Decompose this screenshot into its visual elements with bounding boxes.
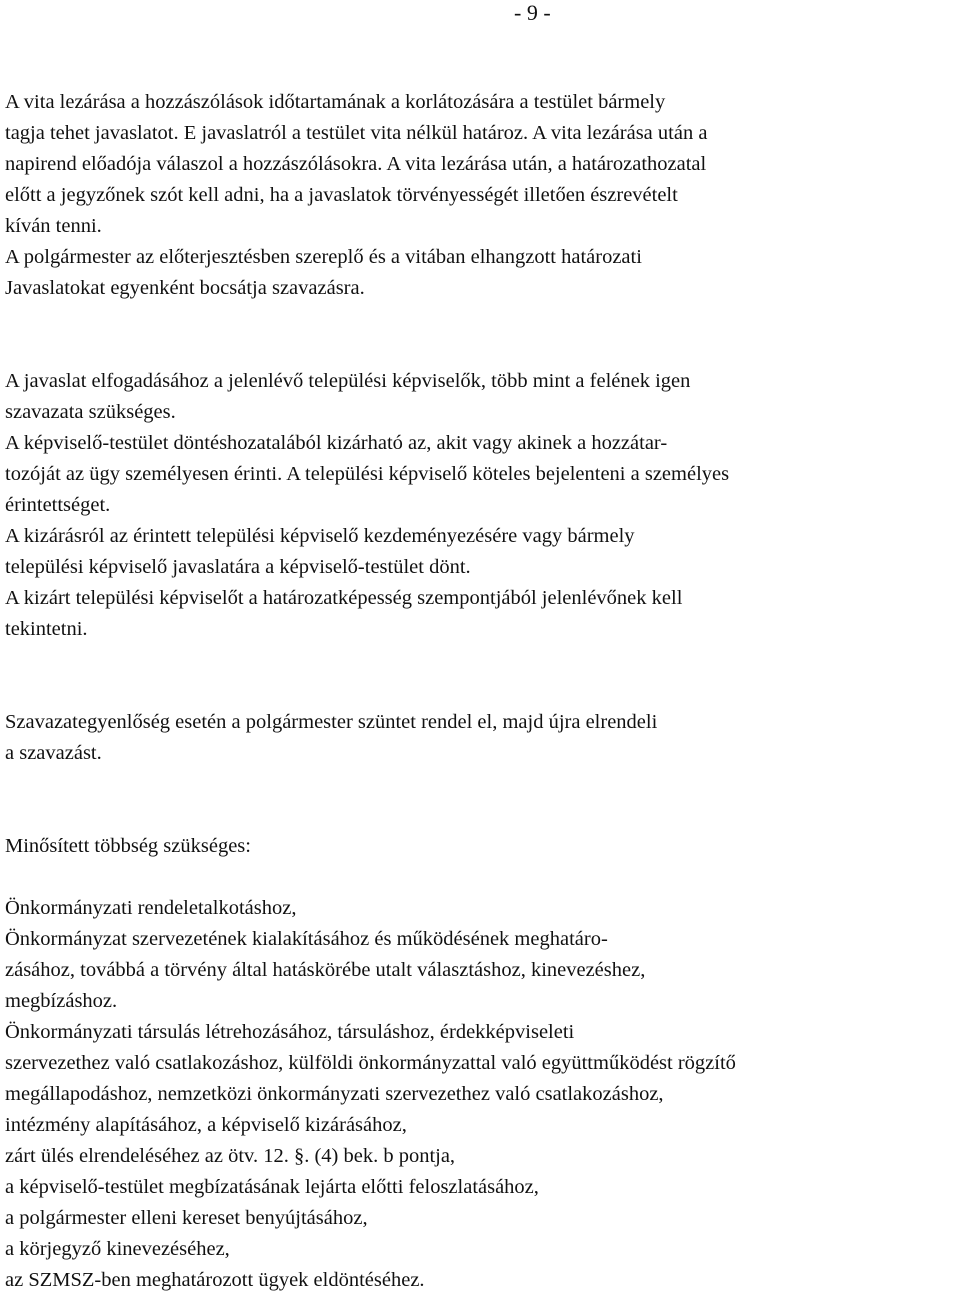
text-line: A vita lezárása a hozzászólások időtartamának a korlátozására a testület bármely [5,91,666,113]
blank-line [5,304,957,335]
text-line: zárt ülés elrendeléséhez az ötv. 12. §. (4) bek. b pontja, [5,1145,456,1167]
blank-line [5,335,957,366]
text-line: tozóját az ügy személyesen érinti. A települési képviselő köteles bejelenteni a személyes [5,463,730,485]
blank-line [5,645,957,676]
text-line: előtt a jegyzőnek szót kell adni, ha a javaslatok törvényességét illetően észrevételt [5,184,678,206]
text-line: napirend előadója válaszol a hozzászólásokra. A vita lezárása után, a határozathozatal [5,153,707,175]
text-line: megbízáshoz. [5,990,118,1012]
text-line: A képviselő-testület döntéshozatalából kizárható az, akit vagy akinek a hozzátar- [5,432,668,454]
text-line: megállapodáshoz, nemzetközi önkormányzati szervezethez való csatlakozáshoz, [5,1083,664,1105]
blank-line [5,676,957,707]
text-line: A javaslat elfogadásához a jelenlévő települési képviselők, több mint a felének igen [5,370,691,392]
blank-line [5,862,957,893]
text-line: tagja tehet javaslatot. E javaslatról a testület vita nélkül határoz. A vita lezárása után a [5,122,708,144]
page-number: - 9 - [514,0,551,25]
text-line: szavazata szükséges. [5,401,176,423]
text-line: A kizárt települési képviselőt a határozatképesség szempontjából jelenlévőnek kell [5,587,683,609]
blank-line [5,800,957,831]
text-line: Javaslatokat egyenként bocsátja szavazásra. [5,277,365,299]
blank-line [5,769,957,800]
text-line: Minősített többség szükséges: [5,835,251,857]
text-line: zásához, továbbá a törvény által hatáskörébe utalt választáshoz, kinevezéshez, [5,959,646,981]
text-line: a polgármester elleni kereset benyújtásához, [5,1207,368,1229]
text-line: érintettséget. [5,494,111,516]
text-line: a körjegyző kinevezéséhez, [5,1238,230,1260]
text-line: Önkormányzat szervezetének kialakításához és működésének meghatáro- [5,928,608,950]
text-line: Szavazategyenlőség esetén a polgármester szüntet rendel el, majd újra elrendeli [5,711,658,733]
text-line: a képviselő-testület megbízatásának lejárta előtti feloszlatásához, [5,1176,539,1198]
text-line: tekintetni. [5,618,88,640]
text-line: települési képviselő javaslatára a képviselő-testület dönt. [5,556,471,578]
text-line: Önkormányzati társulás létrehozásához, társuláshoz, érdekképviseleti [5,1021,575,1043]
text-line: az SZMSZ-ben meghatározott ügyek eldöntéséhez. [5,1269,425,1291]
text-line: A kizárásról az érintett települési képviselő kezdeményezésére vagy bármely [5,525,635,547]
text-line: kíván tenni. [5,215,102,237]
text-line: a szavazást. [5,742,102,764]
text-line: szervezethez való csatlakozáshoz, külföldi önkormányzattal való együttműködést rögzítő [5,1052,736,1074]
text-line: A polgármester az előterjesztésben szereplő és a vitában elhangzott határozati [5,246,642,268]
document-body [5,87,957,1296]
text-line: intézmény alapításához, a képviselő kizárásához, [5,1114,407,1136]
text-line: Önkormányzati rendeletalkotáshoz, [5,897,297,919]
